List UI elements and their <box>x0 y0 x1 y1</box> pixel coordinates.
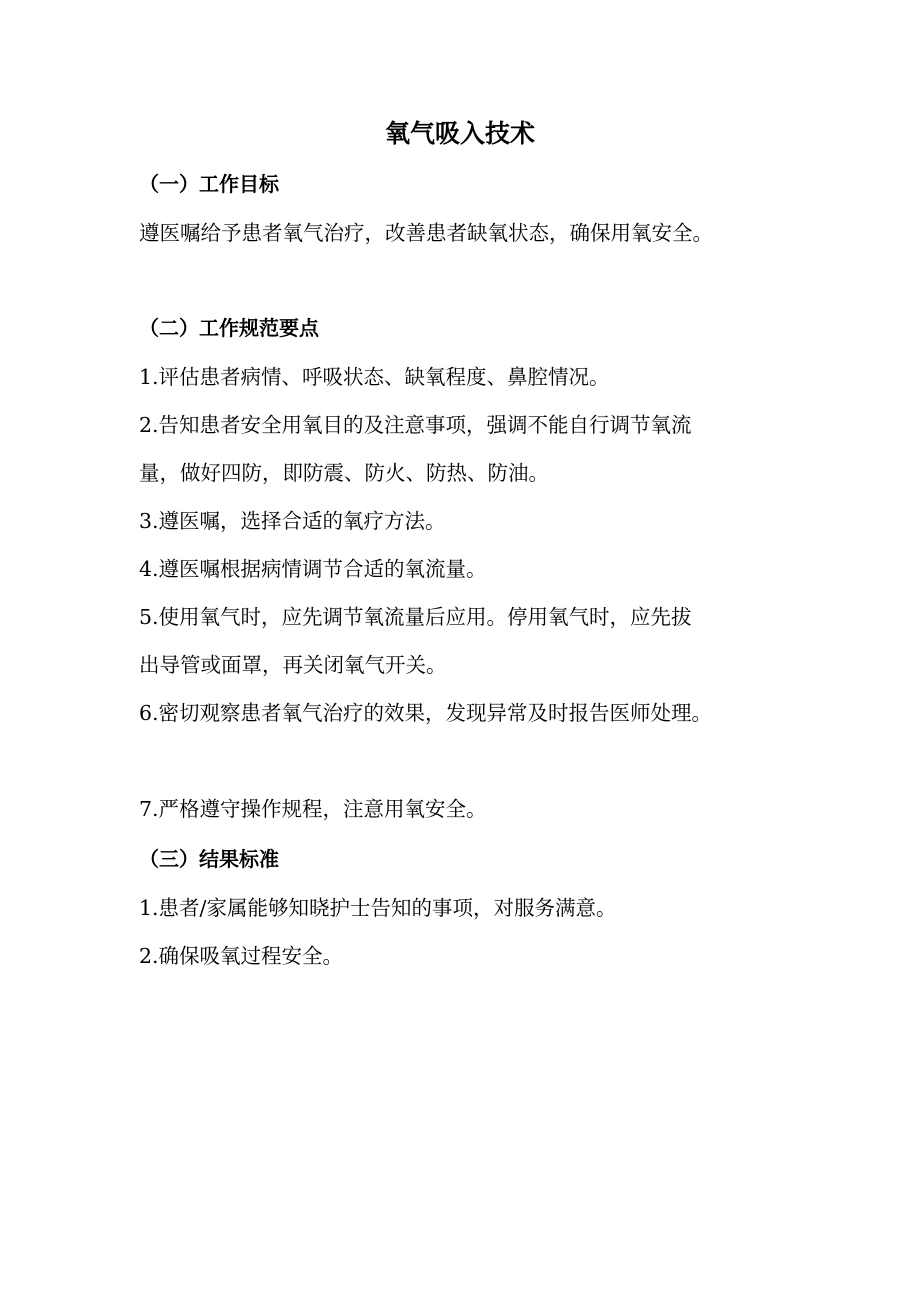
document-title: 氧气吸入技术 <box>384 119 535 148</box>
key-point-1: 1.评估患者病情、呼吸状态、缺氧程度、鼻腔情况。 <box>139 365 610 389</box>
key-point-4: 4.遵医嘱根据病情调节合适的氧流量。 <box>139 557 487 581</box>
key-point-2-line-1: 2.告知患者安全用氧目的及注意事项，强调不能自行调节氧流 <box>139 413 692 437</box>
key-point-5-line-2: 出导管或面罩，再关闭氧气开关。 <box>139 653 447 677</box>
section-heading-result-standards: （三）结果标准 <box>139 847 279 871</box>
key-point-3: 3.遵医嘱，选择合适的氧疗方法。 <box>139 509 446 533</box>
goal-text: 遵医嘱给予患者氧气治疗，改善患者缺氧状态，确保用氧安全。 <box>139 221 713 245</box>
key-point-2-line-2: 量，做好四防，即防震、防火、防热、防油。 <box>139 461 549 485</box>
section-heading-key-points: （二）工作规范要点 <box>139 316 319 340</box>
key-point-6: 6.密切观察患者氧气治疗的效果，发现异常及时报告医师处理。 <box>139 701 713 725</box>
key-point-5-line-1: 5.使用氧气时，应先调节氧流量后应用。停用氧气时，应先拔 <box>139 605 692 629</box>
key-point-7: 7.严格遵守操作规程，注意用氧安全。 <box>139 797 487 821</box>
result-standard-1: 1.患者/家属能够知晓护士告知的事项，对服务满意。 <box>139 896 617 920</box>
result-standard-2: 2.确保吸氧过程安全。 <box>139 944 344 968</box>
section-heading-goal: （一）工作目标 <box>139 172 279 196</box>
